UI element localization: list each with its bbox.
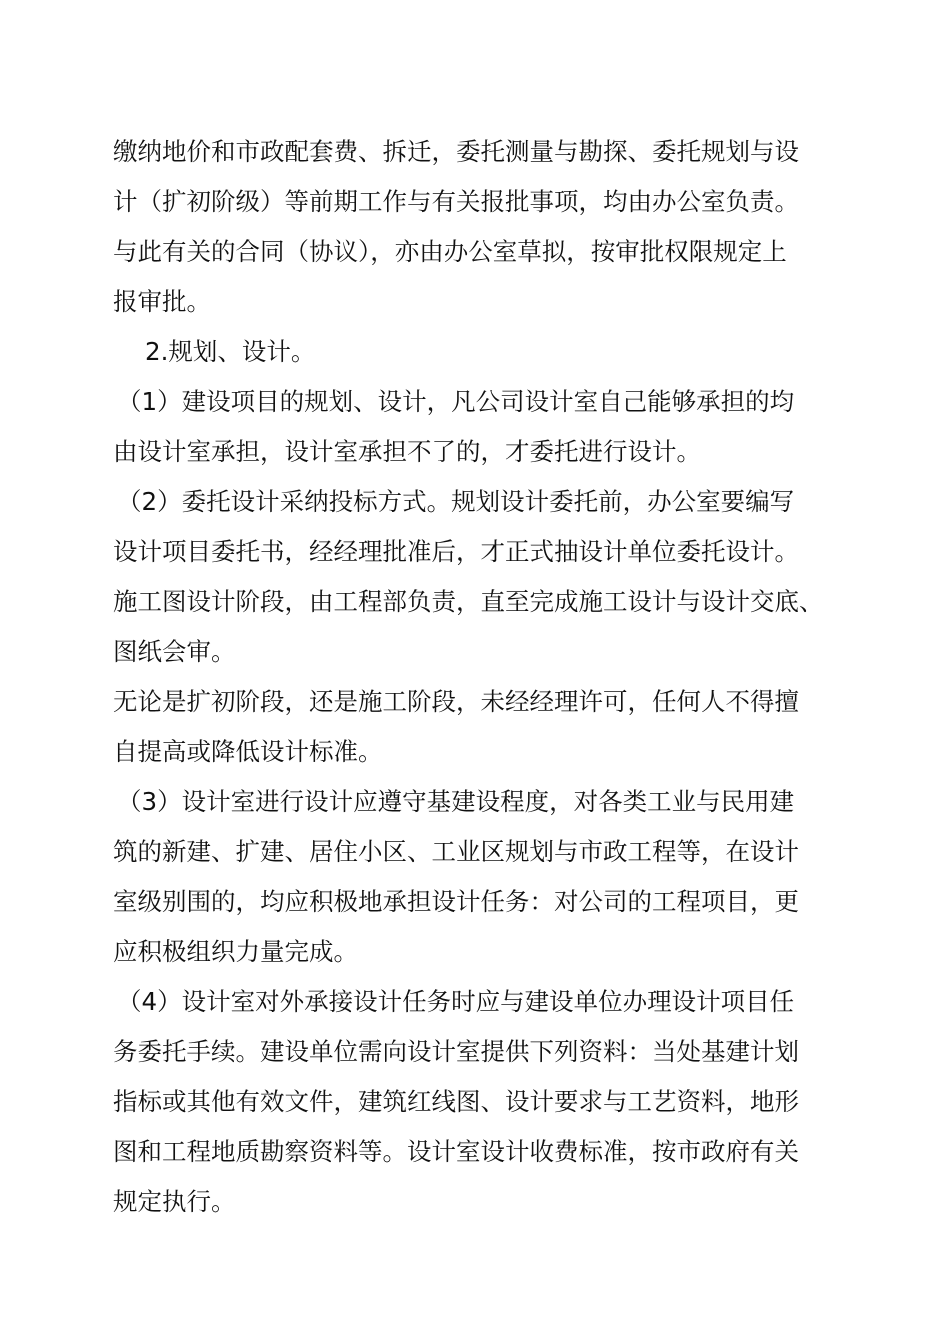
text-line: 指标或其他有效文件，建筑红线图、设计要求与工艺资料，地形 (113, 1087, 799, 1116)
text-line: 由设计室承担，设计室承担不了的，才委托进行设计。 (113, 437, 701, 466)
document-body (113, 127, 853, 1227)
text-line: 应积极组织力量完成。 (113, 937, 358, 966)
list-item-start: （3）设计室进行设计应遵守基建设程度，对各类工业与民用建 (117, 787, 795, 816)
text-line: 施工图设计阶段，由工程部负责，直至完成施工设计与设计交底、 (113, 587, 824, 616)
text-line: 自提高或降低设计标准。 (113, 737, 383, 766)
list-item-start: （1）建设项目的规划、设计，凡公司设计室自己能够承担的均 (117, 387, 795, 416)
text-line: 室级别围的，均应积极地承担设计任务：对公司的工程项目，更 (113, 887, 799, 916)
text-line: 筑的新建、扩建、居住小区、工业区规划与市政工程等，在设计 (113, 837, 799, 866)
list-item-start: （2）委托设计采纳投标方式。规划设计委托前，办公室要编写 (117, 487, 795, 516)
text-line: 规定执行。 (113, 1187, 236, 1216)
text-line: 报审批。 (113, 287, 211, 316)
text-line: 无论是扩初阶段，还是施工阶段，未经经理许可，任何人不得擅 (113, 687, 799, 716)
text-line: 图和工程地质勘察资料等。设计室设计收费标准，按市政府有关 (113, 1137, 799, 1166)
section-heading: 2.规划、设计。 (145, 337, 316, 366)
list-item-start: （4）设计室对外承接设计任务时应与建设单位办理设计项目任 (117, 987, 795, 1016)
text-line: 图纸会审。 (113, 637, 236, 666)
text-line: 务委托手续。建设单位需向设计室提供下列资料：当处基建计划 (113, 1037, 799, 1066)
text-line: 与此有关的合同（协议），亦由办公室草拟，按审批权限规定上 (113, 237, 787, 266)
text-line: 计（扩初阶级）等前期工作与有关报批事项，均由办公室负责。 (113, 187, 799, 216)
text-line: 设计项目委托书，经经理批准后，才正式抽设计单位委托设计。 (113, 537, 799, 566)
text-line: 缴纳地价和市政配套费、拆迁，委托测量与勘探、委托规划与设 (113, 137, 799, 166)
